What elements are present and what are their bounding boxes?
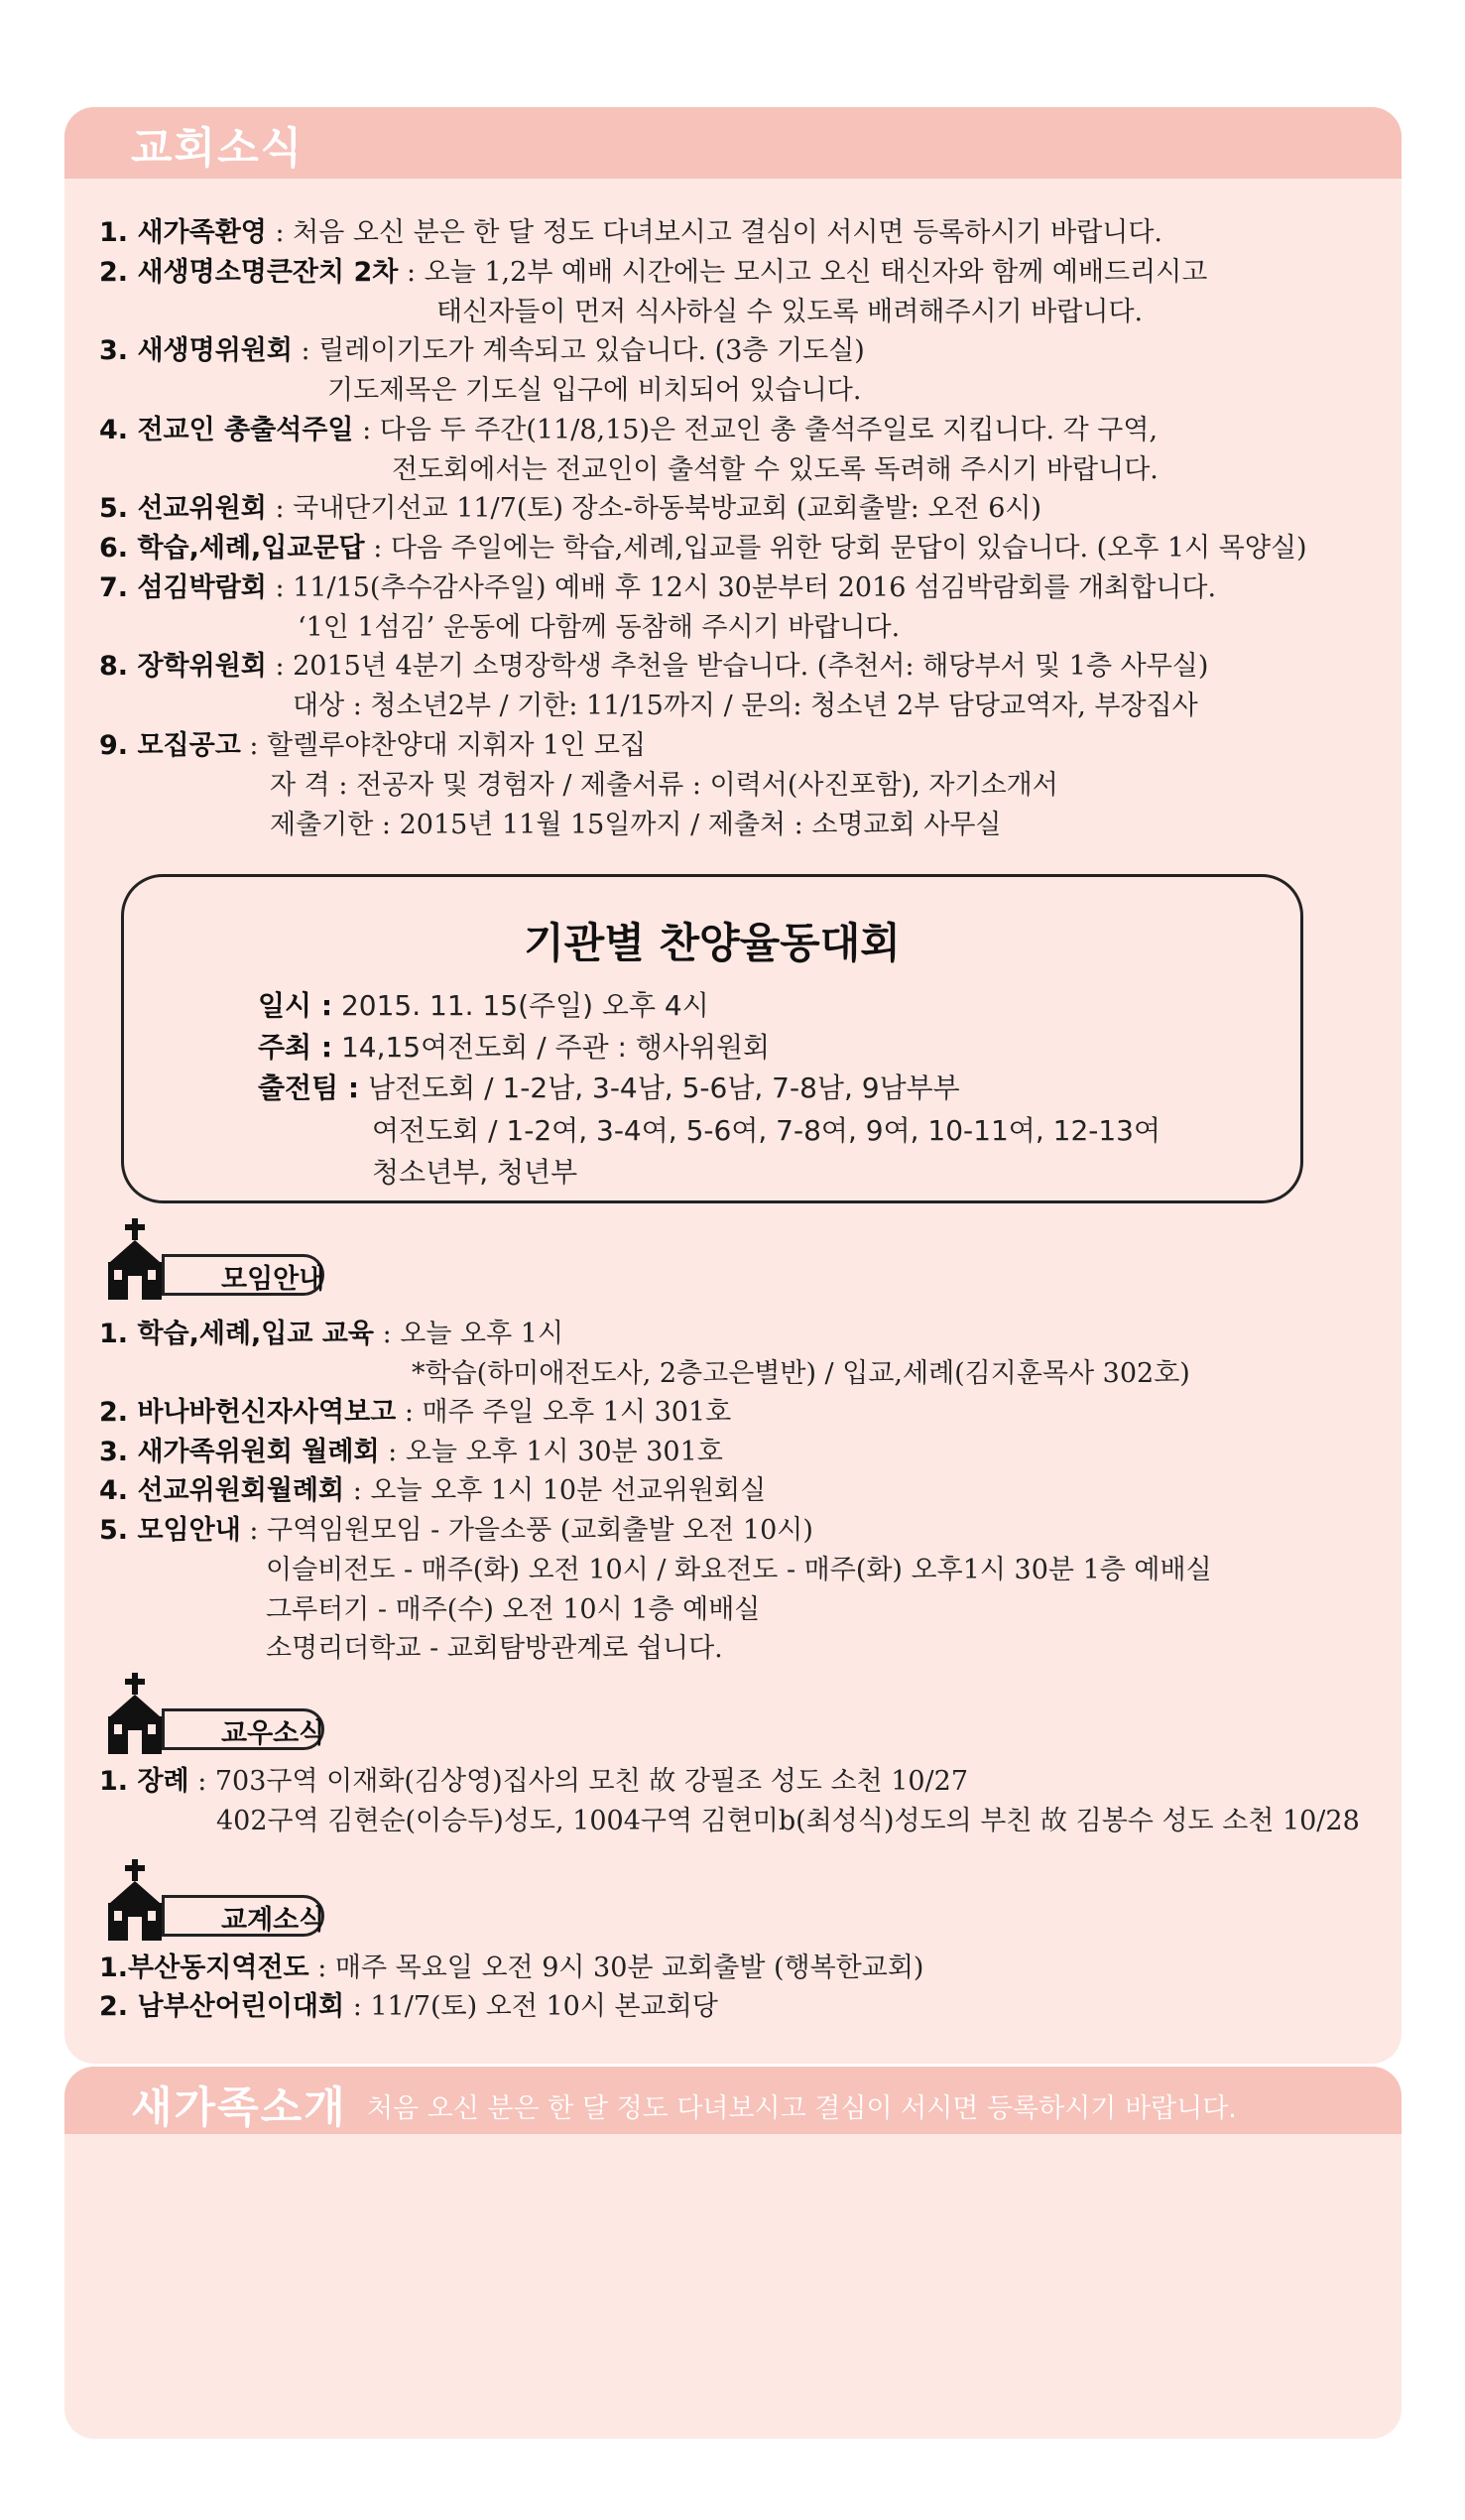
event-date: 일시 : 2015. 11. 15(주일) 오후 4시 <box>258 989 709 1022</box>
member-news-item-1-cont: 402구역 김현순(이승두)성도, 1004구역 김현미b(최성식)성도의 부친 故 김봉수 성도 소천 10/28 <box>216 1806 1360 1836</box>
news-item-4-cont: 전도회에서는 전교인이 출석할 수 있도록 독려해 주시기 바랍니다. <box>392 454 1159 485</box>
member-news-heading <box>104 1673 332 1756</box>
related-news-title: 교계소식 <box>221 1905 325 1936</box>
news-item-9-cont-1: 자 격 : 전공자 및 경험자 / 제출서류 : 이력서(사진포함), 자기소개서 <box>270 770 1058 801</box>
member-news-item-1: 1. 장례 : 703구역 이재화(김상영)집사의 모친 故 강필조 성도 소천 10/27 <box>99 1766 968 1797</box>
news-item-3-cont: 기도제목은 기도실 입구에 비치되어 있습니다. <box>327 375 862 406</box>
news-item-9: 9. 모집공고 : 할렐루야찬양대 지휘자 1인 모집 <box>99 730 647 761</box>
event-host: 주최 : 14,15여전도회 / 주관 : 행사위원회 <box>258 1031 771 1064</box>
meeting-item-4: 4. 선교위원회월례회 : 오늘 오후 1시 10분 선교위원회실 <box>99 1475 767 1506</box>
news-item-2: 2. 새생명소명큰잔치 2차 : 오늘 1,2부 예배 시간에는 모시고 오신 태신자와 함께 예배드리시고 <box>99 257 1208 288</box>
meetings-heading <box>104 1218 332 1302</box>
event-teams-2: 여전도회 / 1-2여, 3-4여, 5-6여, 7-8여, 9여, 10-11여, 12-13여 <box>372 1114 1161 1147</box>
news-item-7: 7. 섬김박람회 : 11/15(추수감사주일) 예배 후 12시 30분부터 2016 섬김박람회를 개최합니다. <box>99 572 1217 603</box>
news-item-8: 8. 장학위원회 : 2015년 4분기 소명장학생 추천을 받습니다. (추천서: 해당부서 및 1층 사무실) <box>99 651 1209 682</box>
related-news-item-2: 2. 남부산어린이대회 : 11/7(토) 오전 10시 본교회당 <box>99 1991 718 2022</box>
meetings-title: 모임안내 <box>221 1264 325 1295</box>
meeting-item-1: 1. 학습,세례,입교 교육 : 오늘 오후 1시 <box>99 1319 564 1349</box>
event-teams-3: 청소년부, 청년부 <box>372 1156 578 1189</box>
church-news-title: 교회소식 <box>131 124 305 174</box>
news-item-8-cont: 대상 : 청소년2부 / 기한: 11/15까지 / 문의: 청소년 2부 담당교역자, 부장집사 <box>293 691 1198 721</box>
related-news-heading <box>104 1859 332 1943</box>
related-news-item-1: 1.부산동지역전도 : 매주 목요일 오전 9시 30분 교회출발 (행복한교회) <box>99 1953 924 1983</box>
new-family-panel <box>64 2067 1402 2439</box>
event-box <box>121 874 1303 1203</box>
event-title: 기관별 찬양율동대회 <box>524 919 901 967</box>
meeting-item-2: 2. 바나바헌신자사역보고 : 매주 주일 오후 1시 301호 <box>99 1397 732 1428</box>
news-item-7-cont: ‘1인 1섬김’ 운동에 다함께 동참해 주시기 바랍니다. <box>298 612 901 643</box>
news-item-4: 4. 전교인 총출석주일 : 다음 두 주간(11/8,15)은 전교인 총 출석주일로 지킵니다. 각 구역, <box>99 415 1159 445</box>
news-item-6: 6. 학습,세례,입교문답 : 다음 주일에는 학습,세례,입교를 위한 당회 문답이 있습니다. (오후 1시 목양실) <box>99 533 1307 564</box>
meeting-item-1-cont: *학습(하미애전도사, 2층고은별반) / 입교,세례(김지훈목사 302호) <box>412 1358 1190 1389</box>
news-item-2-cont: 태신자들이 먼저 식사하실 수 있도록 배려해주시기 바랍니다. <box>436 297 1144 327</box>
meeting-item-3: 3. 새가족위원회 월례회 : 오늘 오후 1시 30분 301호 <box>99 1437 723 1467</box>
meeting-item-5-cont-2: 그루터기 - 매주(수) 오전 10시 1층 예배실 <box>266 1594 761 1625</box>
news-item-3: 3. 새생명위원회 : 릴레이기도가 계속되고 있습니다. (3층 기도실) <box>99 335 865 366</box>
meeting-item-5-cont-3: 소명리더학교 - 교회탐방관계로 쉽니다. <box>266 1633 723 1664</box>
church-icon <box>104 1673 166 1754</box>
member-news-title: 교우소식 <box>221 1718 325 1749</box>
meeting-item-5-cont-1: 이슬비전도 - 매주(화) 오전 10시 / 화요전도 - 매주(화) 오후1시 30분 1층 예배실 <box>266 1555 1212 1585</box>
church-icon <box>104 1859 166 1941</box>
new-family-title: 새가족소개 <box>131 2083 347 2133</box>
new-family-subtitle: 처음 오신 분은 한 달 정도 다녀보시고 결심이 서시면 등록하시기 바랍니다. <box>367 2093 1237 2124</box>
meeting-item-5: 5. 모임안내 : 구역임원모임 - 가을소풍 (교회출발 오전 10시) <box>99 1515 813 1546</box>
event-teams: 출전팀 : 남전도회 / 1-2남, 3-4남, 5-6남, 7-8남, 9남부부 <box>258 1071 960 1104</box>
news-item-9-cont-2: 제출기한 : 2015년 11월 15일까지 / 제출처 : 소명교회 사무실 <box>270 810 1002 840</box>
news-item-5: 5. 선교위원회 : 국내단기선교 11/7(토) 장소-하동북방교회 (교회출발: 오전 6시) <box>99 493 1042 524</box>
news-item-1: 1. 새가족환영 : 처음 오신 분은 한 달 정도 다녀보시고 결심이 서시면 등록하시기 바랍니다. <box>99 217 1162 248</box>
church-icon <box>104 1218 166 1300</box>
